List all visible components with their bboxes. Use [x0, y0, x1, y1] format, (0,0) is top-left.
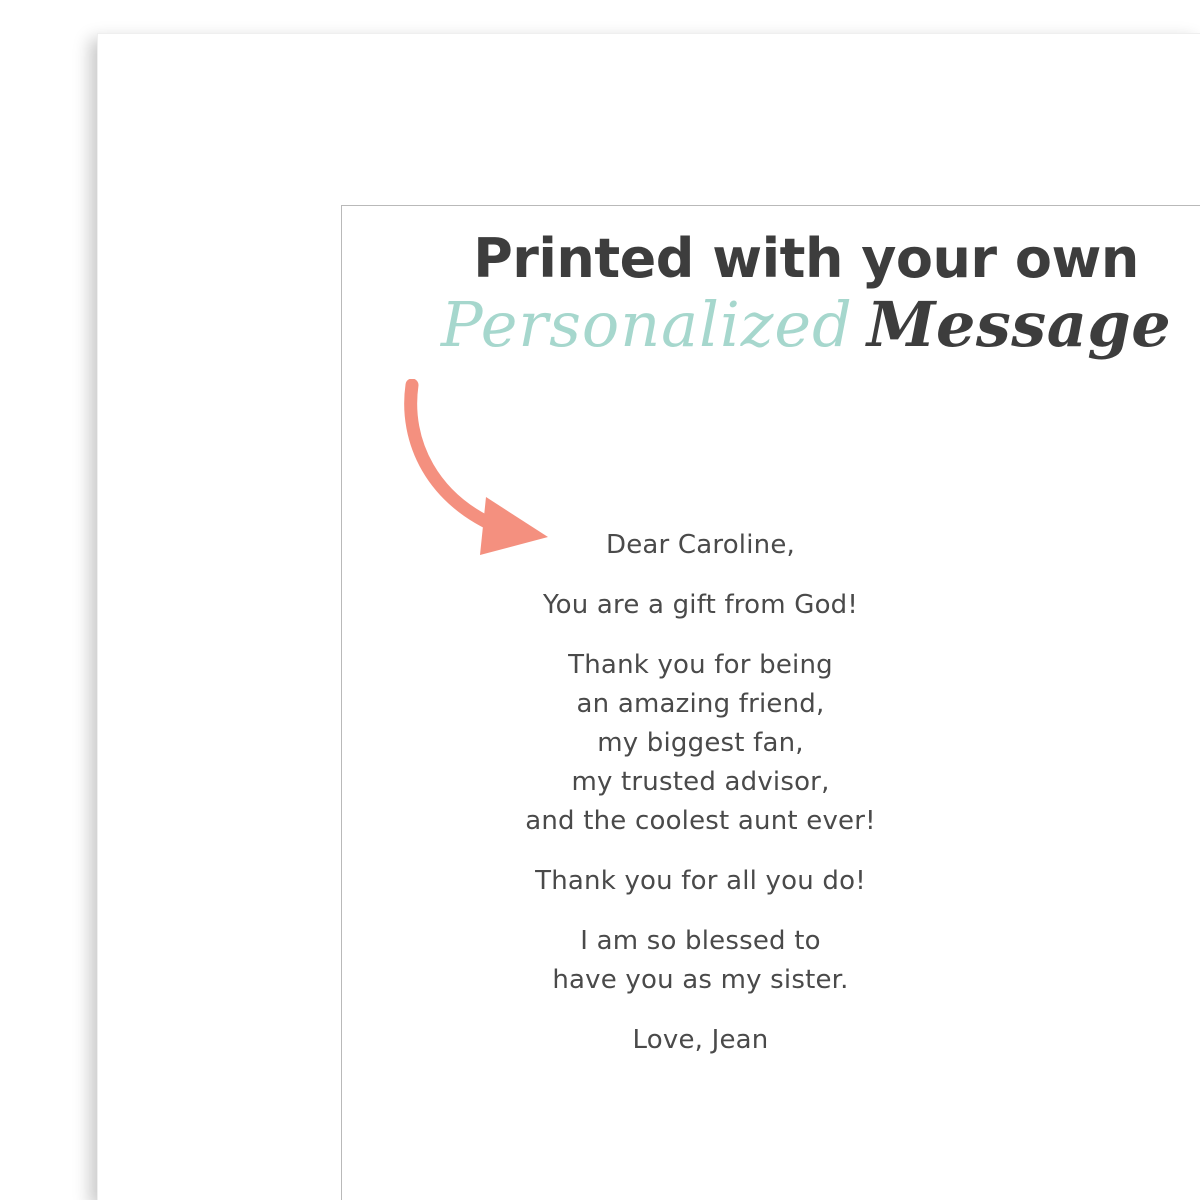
personalized-message-block [418, 526, 983, 1060]
headline-primary-text: Printed with your own [473, 227, 1139, 290]
message-paragraph: I am so blessed to have you as my sister. [552, 926, 849, 995]
message-paragraph: Thank you for being an amazing friend, my biggest fan, my trusted advisor, and the coolest aunt ever! [525, 650, 876, 836]
message-signoff: Love, Jean [632, 1025, 769, 1055]
message-paragraph: You are a gift from God! [542, 590, 859, 620]
headline-block [341, 227, 1200, 362]
product-page-card [97, 33, 1200, 1200]
message-paragraph: Thank you for all you do! [535, 866, 866, 896]
message-greeting: Dear Caroline, [605, 530, 795, 560]
headline-script-line [341, 288, 1200, 362]
headline-message-word: Message [866, 288, 1172, 362]
headline-personalized-word: Personalized [440, 288, 853, 362]
